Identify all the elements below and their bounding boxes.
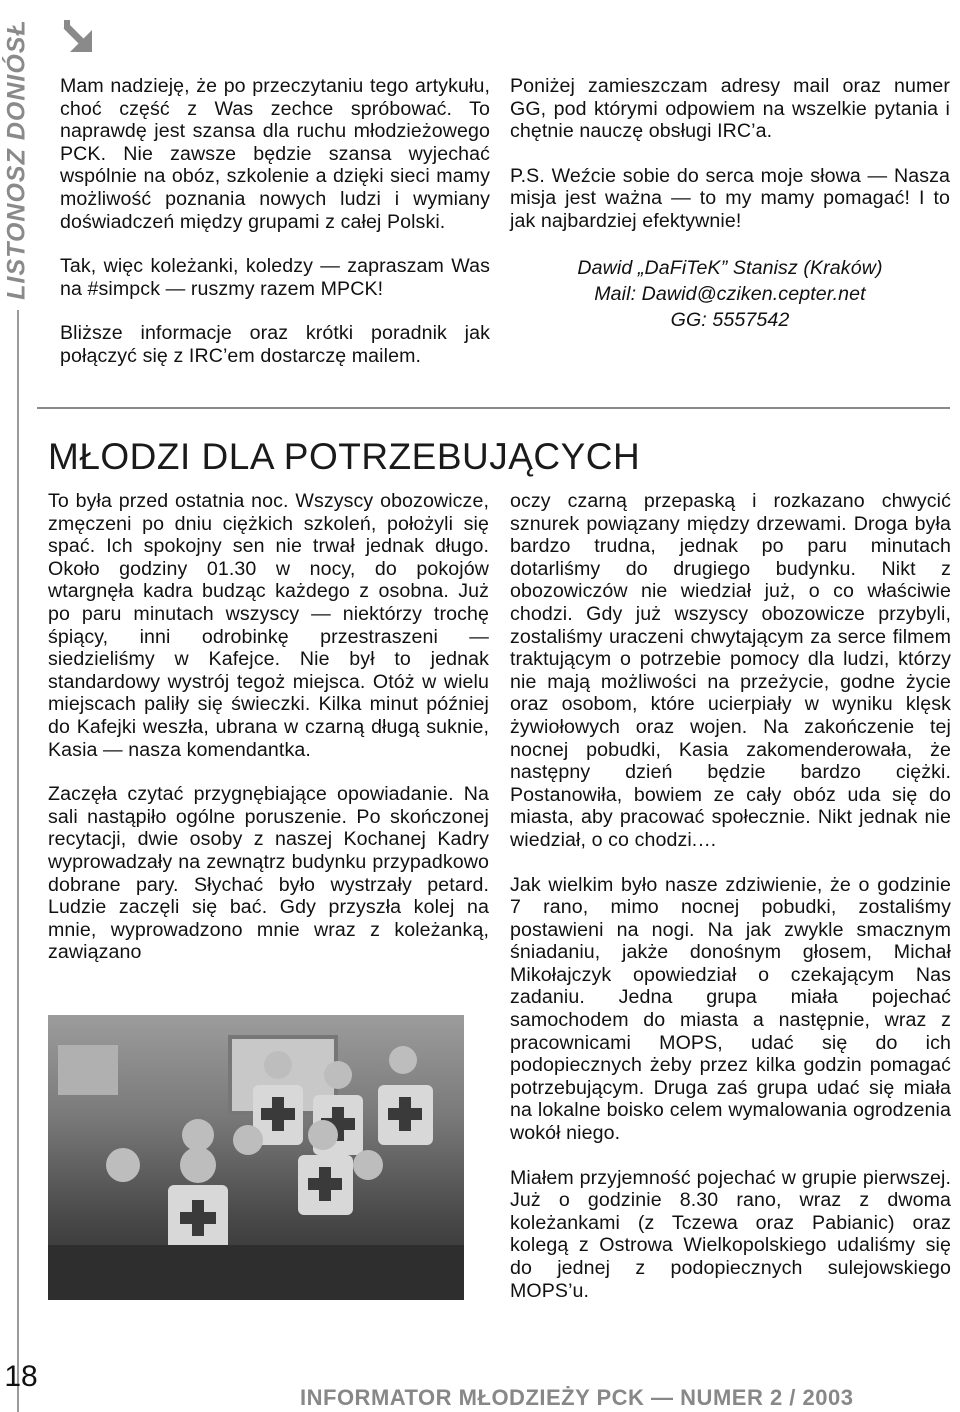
paragraph: Jak wielkim było nasze zdziwienie, że o godzinie 7 rano, mimo nocnej pobudki, zostaliśmy postawieni na nogi. Na jak zwykle smacznym śniadaniu, jakże donośnym głosem, Michał Mikołajczyk opowiedział o czekającym Nas zadaniu. Jedna grupa miała pojechać samochodem do miasta a następnie, wraz z pracownicami MOPS, udać się do ich podopiecznych żeby przez kilka godzin pomagać potrzebującym. Druga zaś grupa udać się miała na lokalne boisko celem wymalowania ogrodzenia wokół niego. bbox=[510, 873, 951, 1145]
paragraph: Poniżej zamieszczam adresy mail oraz numer GG, pod którymi odpowiem na wszelkie pytania i chętnie nauczę obsługi IRC’a. bbox=[510, 75, 950, 143]
paragraph: Mam nadzieję, że po przeczytaniu tego artykułu, choć część z Was zechce spróbować. To naprawdę jest szansa dla ruchu młodzieżowego PCK. Nie zawsze będzie szansa wyjechać wspólnie na obóz, szkolenie a dzięki sieci mamy możliwość poznania nowych ludzi i wymiany doświadczeń między grupami z całej Polski. bbox=[60, 75, 490, 233]
paragraph: Miałem przyjemność pojechać w grupie pierwszej. Już o godzinie 8.30 rano, wraz z dwoma koleżankami (z Tczewa oraz Pabianic) oraz kolegą z Ostrowa Wielkopolskiego udaliśmy się do jednej z podopiecznych sulejowskiego MOPS’u. bbox=[510, 1166, 951, 1302]
paragraph: Zaczęła czytać przygnębiające opowiadanie. Na sali nastąpiło ogólne poruszenie. Po skończonej recytacji, dwie osoby z naszej Kochanej Kadry wyprowadzały na zewnątrz budynku przypadkowo dobrane pary. Słychać było wystrzały petard. Ludzie zaczęli się bać. Gdy przyszła kolej na mnie, wyprowadzono mnie wraz z koleżanką, zawiązano bbox=[48, 783, 489, 964]
page-number: 18 bbox=[4, 1360, 38, 1393]
author-signature bbox=[510, 255, 950, 333]
group-photo bbox=[48, 1015, 464, 1300]
top-left-column bbox=[60, 75, 490, 368]
paragraph: P.S. Weźcie sobie do serca moje słowa — Nasza misja jest ważna — to my mamy pomagać! I to jak najbardziej efektywnie! bbox=[510, 164, 950, 232]
section-divider bbox=[37, 407, 950, 409]
arrow-down-right-icon bbox=[60, 20, 100, 60]
section-label bbox=[2, 14, 32, 304]
section-label-text: LISTONOSZ DONIÓSŁ bbox=[2, 18, 31, 300]
paragraph: oczy czarną przepaską i rozkazano chwycić sznurek powiązany między drzewami. Droga była bardzo trudna, jednak po paru minutach dotarliśmy do drugiego budynku. Nikt z obozowiczów nie wiedział już, o co właściwie chodzi. Gdy już wszyscy obozowicze przybyli, zostaliśmy uraczeni chwytającym za serce filmem traktującym o potrzebie pomocy dla ludzi, którzy nie mają możliwości na przeżycie, godne życie oraz osobom, które ucierpiały w wyniku klęsk żywiołowych oraz wojen. Na zakończenie tej nocnej pobudki, Kasia zakomenderowała, że następny dzień będzie bardzo ciężki. Postanowiła, bowiem ze cały obóz uda się do miasta, aby pracować społecznie. Nikt jednak nie wiedział, o co chodzi.… bbox=[510, 490, 951, 851]
author-name: Dawid „DaFiTeK” Stanisz (Kraków) bbox=[577, 256, 883, 279]
article-title: MŁODZI DLA POTRZEBUJĄCYCH bbox=[48, 436, 641, 477]
paragraph: Bliższe informacje oraz krótki poradnik jak połączyć się z IRC’em dostarczę mailem. bbox=[60, 322, 490, 367]
top-right-column bbox=[510, 75, 950, 333]
paragraph: Tak, więc koleżanki, koledzy — zapraszam Was na #simpck — ruszmy razem MPCK! bbox=[60, 255, 490, 300]
article-left-column bbox=[48, 490, 489, 964]
article-right-column bbox=[510, 490, 951, 1302]
footer-publication: INFORMATOR MŁODZIEŻY PCK — NUMER 2 / 2003 bbox=[300, 1385, 854, 1410]
author-gg: GG: 5557542 bbox=[670, 308, 790, 331]
left-margin-rule bbox=[17, 310, 19, 1412]
paragraph: To była przed ostatnia noc. Wszyscy obozowicze, zmęczeni po dniu ciężkich szkoleń, położyli się spać. Ich spokojny sen nie trwał jednak długo. Około godziny 01.30 w nocy, do pokojów wtargnęła kadra budząc każdego z osobna. Już po paru minutach wszyscy — niektórzy trochę śpiący, inni odrobinkę przestraszeni — siedzieliśmy w Kafejce. Nie był to jednak standardowy wystrój tegoż miejsca. Otóż w wielu miejscach paliły się świeczki. Kilka minut później do Kafejki weszła, ubrana w czarną długą suknie, Kasia — nasza komendantka. bbox=[48, 490, 489, 761]
author-mail: Mail: Dawid@cziken.cepter.net bbox=[594, 282, 866, 305]
